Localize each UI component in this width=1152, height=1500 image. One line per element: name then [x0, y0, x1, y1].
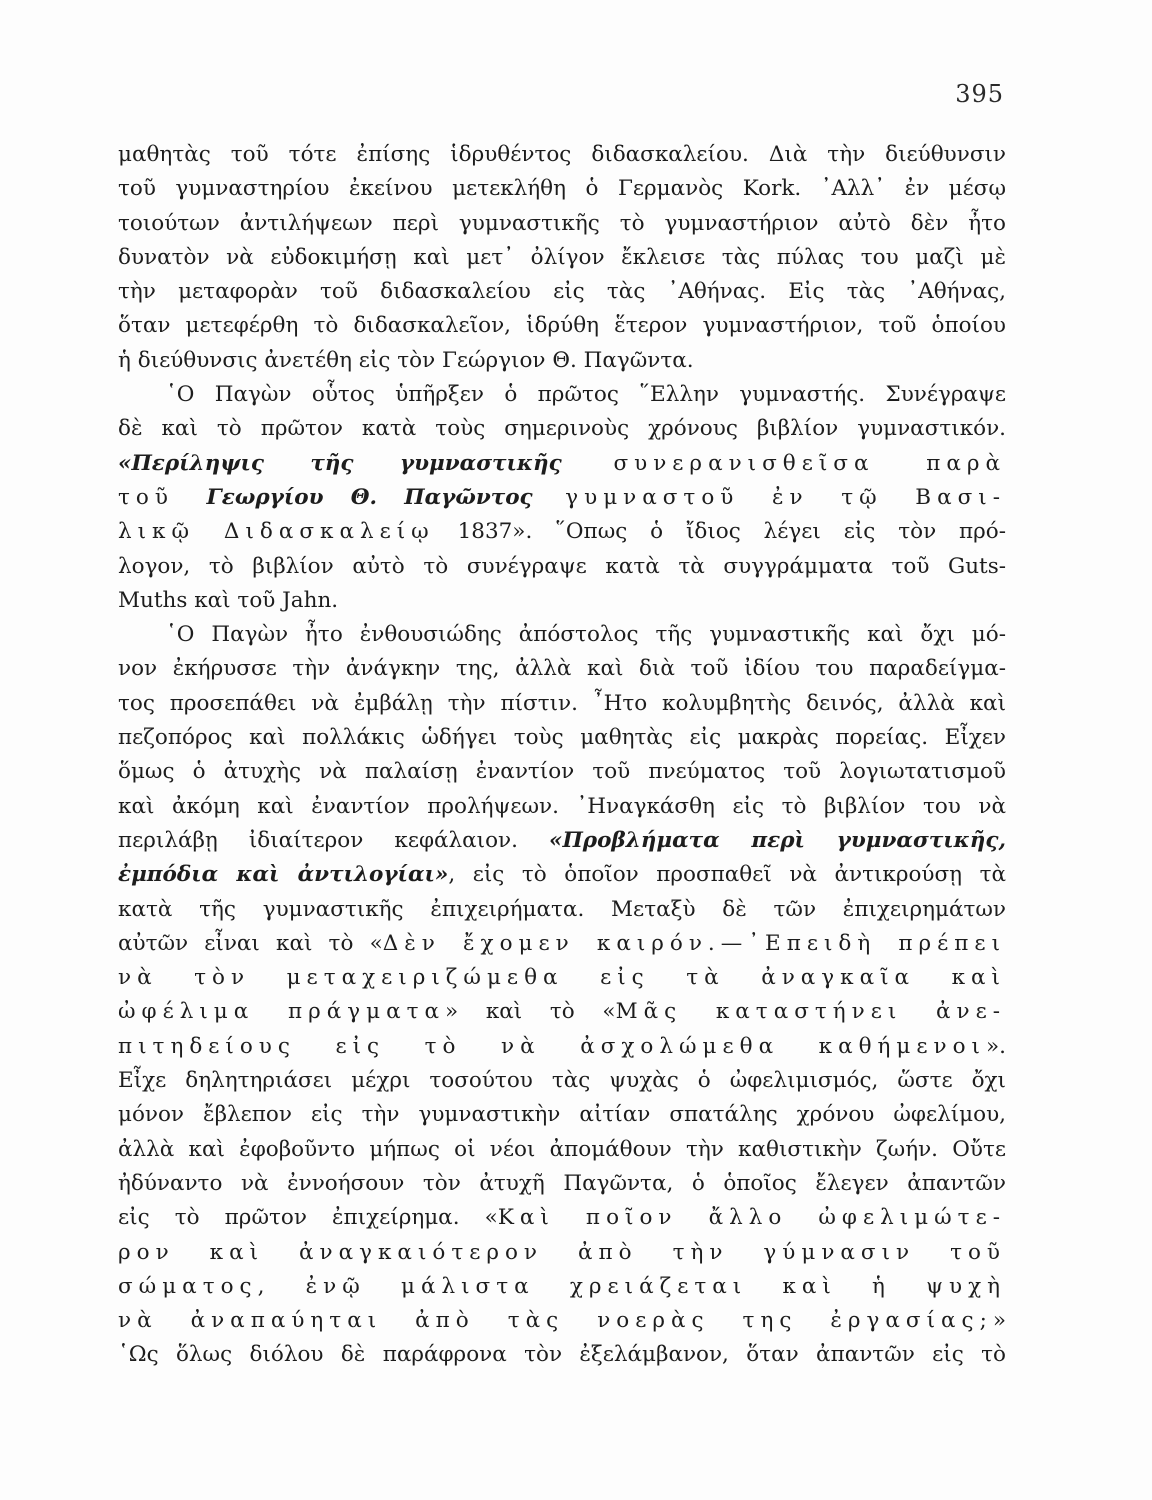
page-number: 395 [955, 80, 1004, 108]
text-segment: ἠδύναντο νὰ ἐννοήσουν τὸν ἀτυχῆ Παγῶντα, ὁ ὁποῖος ἔλεγεν ἀπαντῶν [118, 1170, 1006, 1196]
text-line [118, 1338, 1006, 1372]
text-line [118, 412, 1006, 446]
text-line [118, 927, 1006, 961]
text-segment: ». [986, 1033, 1006, 1059]
bold-title-text: Γεωργίου Θ. Παγῶντος [206, 484, 533, 510]
text-segment: τὴν μεταφορὰν τοῦ διδασκαλείου εἰς τὰς ᾿Αθήνας. Εἰς τὰς ᾿Αθήνας, [118, 279, 1006, 305]
spaced-emphasis-text: Μᾶς καταστήνει ἀνε- [615, 999, 1006, 1025]
text-segment: ῾Ο Παγὼν ἦτο ἐνθουσιώδης ἀπόστολος τῆς γυμναστικῆς καὶ ὄχι μό- [166, 622, 1006, 648]
text-segment: ῾Ως ὅλως διόλου δὲ παράφρονα τὸν ἐξελάμβανον, ὅταν ἀπαντῶν εἰς τὸ [118, 1342, 1006, 1368]
text-line [118, 1270, 1006, 1304]
text-line [118, 1201, 1006, 1235]
text-segment: ἡ διεύθυνσις ἀνετέθη εἰς τὸν Γεώργιον Θ. Παγῶντα. [118, 347, 694, 373]
spaced-emphasis-text: νὰ τὸν μεταχειριζώμεθα εἰς τὰ ἀναγκαῖα καὶ [118, 965, 1006, 991]
text-line [118, 755, 1006, 789]
text-segment: πεζοπόρος καὶ πολλάκις ὡδήγει τοὺς μαθητὰς εἰς μακρὰς πορείας. Εἶχεν [118, 725, 1006, 751]
text-segment: νον ἐκήρυσσε τὴν ἀνάγκην της, ἀλλὰ καὶ διὰ τοῦ ἰδίου του παραδείγμα- [118, 656, 1006, 682]
text-line [118, 1133, 1006, 1167]
text-segment: τος προσεπάθει νὰ ἐμβάλῃ τὴν πίστιν. ῏Ητο κολυμβητὴς δεινός, ἀλλὰ καὶ [118, 690, 1006, 716]
text-line [118, 550, 1006, 584]
text-line [118, 652, 1006, 686]
text-segment: περιλάβῃ ἰδιαίτερον κεφάλαιον. [118, 827, 550, 853]
text-line [118, 618, 1006, 652]
text-segment: Εἶχε δηλητηριάσει μέχρι τοσούτου τὰς ψυχὰς ὁ ὠφελιμισμός, ὥστε ὄχι [118, 1068, 1006, 1094]
text-segment: τοιούτων ἀντιλήψεων περὶ γυμναστικῆς τὸ γυμναστήριον αὐτὸ δὲν ἦτο [118, 210, 1006, 236]
text-line [118, 961, 1006, 995]
text-line [118, 275, 1006, 309]
text-segment: κατὰ τῆς γυμναστικῆς ἐπιχειρήματα. Μεταξὺ δὲ τῶν ἐπιχειρημάτων [118, 896, 1006, 922]
text-segment: » καὶ τὸ « [445, 999, 616, 1025]
text-segment: μόνον ἔβλεπον εἰς τὴν γυμναστικὴν αἰτίαν σπατάλης χρόνου ὠφελίμου, [118, 1102, 1006, 1128]
text-line [118, 1304, 1006, 1338]
text-line [118, 1030, 1006, 1064]
body-text [118, 138, 1006, 1373]
text-segment: ἀλλὰ καὶ ἐφοβοῦντο μήπως οἱ νέοι ἀπομάθουν τὴν καθιστικὴν ζωήν. Οὔτε [118, 1136, 1006, 1162]
text-segment: εἰς τὸ πρῶτον ἐπιχείρημα. « [118, 1205, 498, 1231]
text-line [118, 858, 1006, 892]
text-line [118, 241, 1006, 275]
text-segment: δυνατὸν νὰ εὐδοκιμήσῃ καὶ μετ᾿ ὀλίγον ἔκλεισε τὰς πύλας του μαζὶ μὲ [118, 244, 1006, 270]
spaced-emphasis-text: πιτηδείους εἰς τὸ νὰ ἀσχολώμεθα καθήμενοι [118, 1033, 986, 1059]
spaced-emphasis-text: σώματος, ἐνῷ μάλιστα χρειάζεται καὶ ἡ ψυχὴ [118, 1273, 1006, 1299]
bold-title-text: «Προβλήματα περὶ γυμναστικῆς, [549, 827, 1006, 853]
text-segment: δὲ καὶ τὸ πρῶτον κατὰ τοὺς σημερινοὺς χρόνους βιβλίον γυμναστικόν. [118, 416, 1006, 442]
text-line [118, 207, 1006, 241]
text-line [118, 824, 1006, 858]
text-line [118, 893, 1006, 927]
text-segment: Muths καὶ τοῦ Jahn. [118, 587, 339, 613]
spaced-emphasis-text: ὠφέλιμα πράγματα [118, 999, 445, 1025]
text-line [118, 995, 1006, 1029]
text-line [118, 344, 1006, 378]
spaced-emphasis-text: ρον καὶ ἀναγκαιότερον ἀπὸ τὴν γύμνασιν τοῦ [118, 1239, 1006, 1265]
text-line [118, 790, 1006, 824]
text-line [118, 515, 1006, 549]
text-segment: , εἰς τὸ ὁποῖον προσπαθεῖ νὰ ἀντικρούσῃ τὰ [448, 862, 1006, 888]
text-line [118, 138, 1006, 172]
text-segment: ὅμως ὁ ἀτυχὴς νὰ παλαίσῃ ἐναντίον τοῦ πνεύματος τοῦ λογιωτατισμοῦ [118, 759, 1006, 785]
spaced-emphasis-text: γυμναστοῦ ἐν τῷ Βασι- [532, 484, 1006, 510]
spaced-emphasis-text: Καὶ ποῖον ἄλλο ὠφελιμώτε- [497, 1205, 1006, 1231]
bold-title-text: ἐμπόδια καὶ ἀντιλογίαι» [118, 862, 449, 888]
spaced-emphasis-text: τοῦ [118, 484, 207, 510]
text-segment: » [992, 1308, 1006, 1334]
text-line [118, 447, 1006, 481]
text-line [118, 378, 1006, 412]
text-segment: τοῦ γυμναστηρίου ἐκείνου μετεκλήθη ὁ Γερμανὸς Kork. ᾿Αλλ᾿ ἐν μέσῳ [118, 176, 1006, 202]
text-line [118, 584, 1006, 618]
spaced-emphasis-text: λικῷ Διδασκαλείῳ [118, 519, 435, 545]
spaced-emphasis-text: νὰ ἀναπαύηται ἀπὸ τὰς νοερὰς της ἐργασίας; [118, 1308, 993, 1334]
text-line [118, 721, 1006, 755]
text-line [118, 1236, 1006, 1270]
spaced-emphasis-text: Δὲν ἔχομεν καιρόν.—᾿Επειδὴ πρέπει [382, 930, 1006, 956]
text-line [118, 481, 1006, 515]
text-line [118, 1098, 1006, 1132]
text-segment: αὐτῶν εἶναι καὶ τὸ « [118, 930, 383, 956]
text-line [118, 172, 1006, 206]
text-segment: μαθητὰς τοῦ τότε ἐπίσης ἱδρυθέντος διδασκαλείου. Διὰ τὴν διεύθυνσιν [118, 142, 1006, 167]
text-line [118, 309, 1006, 343]
text-segment: λογον, τὸ βιβλίον αὐτὸ τὸ συνέγραψε κατὰ τὰ συγγράμματα τοῦ Guts- [118, 553, 1006, 579]
text-segment: ὅταν μετεφέρθη τὸ διδασκαλεῖον, ἱδρύθη ἕτερον γυμναστήριον, τοῦ ὁποίου [118, 313, 1006, 339]
bold-title-text: «Περίληψις τῆς γυμναστικῆς [118, 450, 562, 476]
text-line [118, 1064, 1006, 1098]
spaced-emphasis-text: συνερανισθεῖσα παρὰ [561, 450, 1006, 476]
text-line [118, 1167, 1006, 1201]
text-line [118, 687, 1006, 721]
text-segment: 1837». ῞Οπως ὁ ἴδιος λέγει εἰς τὸν πρό- [434, 519, 1006, 545]
text-segment: ῾Ο Παγὼν οὗτος ὑπῆρξεν ὁ πρῶτος ῞Ελλην γυμναστής. Συνέγραψε [166, 382, 1006, 408]
text-segment: καὶ ἀκόμη καὶ ἐναντίον προλήψεων. ᾿Ηναγκάσθη εἰς τὸ βιβλίον του νὰ [118, 793, 1006, 819]
